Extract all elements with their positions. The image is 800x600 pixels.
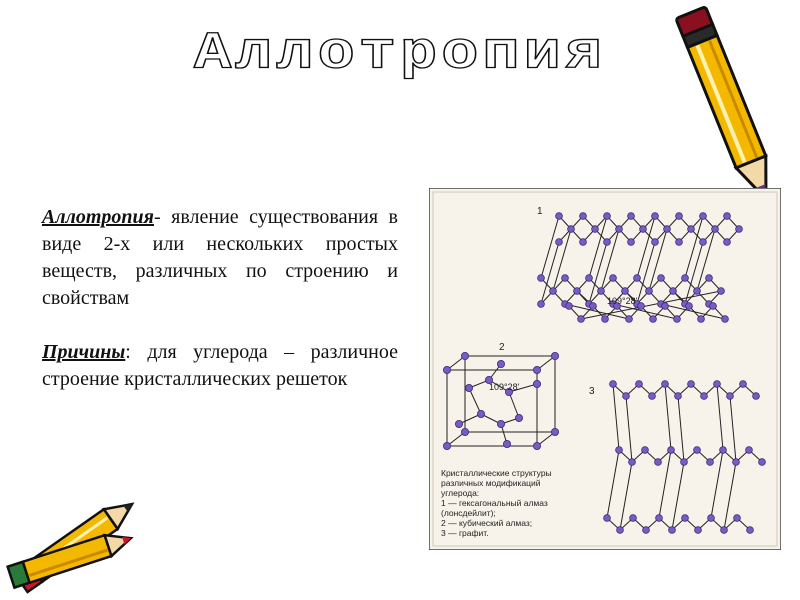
atom	[740, 381, 747, 388]
atom	[586, 275, 593, 282]
atom	[753, 393, 760, 400]
caption-line: углерода:	[441, 488, 480, 498]
atom	[718, 288, 725, 295]
atom	[662, 381, 669, 388]
atom	[664, 226, 671, 233]
reasons-paragraph	[42, 339, 398, 393]
atom	[623, 393, 630, 400]
atom	[538, 301, 545, 308]
atom	[700, 213, 707, 220]
atom	[643, 527, 650, 534]
atom	[578, 316, 585, 323]
body-text	[42, 204, 398, 420]
atom	[681, 459, 688, 466]
atom	[675, 393, 682, 400]
atom	[562, 275, 569, 282]
atom	[556, 213, 563, 220]
atom	[686, 303, 693, 310]
atom	[658, 275, 665, 282]
atom	[759, 459, 766, 466]
atom	[604, 213, 611, 220]
atom	[714, 381, 721, 388]
atom	[538, 275, 545, 282]
structure-2-label: 2	[499, 342, 505, 353]
definition-paragraph	[42, 204, 398, 312]
atom	[722, 316, 729, 323]
caption-line: Кристаллические структуры	[441, 468, 552, 478]
atom	[670, 288, 677, 295]
atom	[708, 515, 715, 522]
atom	[592, 226, 599, 233]
atom	[610, 381, 617, 388]
atom	[556, 239, 563, 246]
structure-1-label: 1	[537, 206, 543, 217]
atom	[636, 381, 643, 388]
atom	[724, 239, 731, 246]
atom	[682, 275, 689, 282]
atom	[646, 288, 653, 295]
atom	[626, 316, 633, 323]
atom	[655, 459, 662, 466]
atom	[706, 275, 713, 282]
atom	[574, 288, 581, 295]
atom	[682, 515, 689, 522]
atom	[707, 459, 714, 466]
atom	[712, 226, 719, 233]
atom	[727, 393, 734, 400]
atom	[668, 447, 675, 454]
atom	[733, 459, 740, 466]
atom	[724, 213, 731, 220]
caption-line: (лонсдейлит);	[441, 508, 496, 518]
atom	[694, 288, 701, 295]
crystal-structures-figure	[429, 188, 781, 550]
atom	[721, 527, 728, 534]
caption-line: 3 — графит.	[441, 528, 489, 538]
atom	[598, 288, 605, 295]
atom	[642, 447, 649, 454]
atom	[622, 288, 629, 295]
atom	[736, 226, 743, 233]
atom	[734, 515, 741, 522]
reasons-text: : для углерода – различное строение кристаллических решеток	[42, 341, 398, 390]
atom	[640, 226, 647, 233]
atom	[604, 239, 611, 246]
atom	[617, 527, 624, 534]
atom	[746, 447, 753, 454]
structure-2-angle: 109°28'	[489, 382, 520, 392]
atom	[580, 239, 587, 246]
atom	[628, 213, 635, 220]
atom	[652, 213, 659, 220]
pencil-icon	[660, 0, 800, 220]
atom	[662, 303, 669, 310]
atom	[616, 226, 623, 233]
atom	[638, 303, 645, 310]
atom	[701, 393, 708, 400]
atom	[652, 239, 659, 246]
atom	[747, 527, 754, 534]
reasons-term: Причины	[42, 341, 126, 363]
atom	[604, 515, 611, 522]
definition-separator: -	[153, 206, 161, 228]
atom	[602, 316, 609, 323]
atom	[674, 316, 681, 323]
atom	[698, 316, 705, 323]
atom	[700, 239, 707, 246]
atom	[688, 381, 695, 388]
caption-line: различных модификаций	[441, 478, 541, 488]
atom	[720, 447, 727, 454]
atom	[630, 515, 637, 522]
atom	[568, 226, 575, 233]
atom	[695, 527, 702, 534]
atom	[676, 239, 683, 246]
caption-line: 1 — гексагональный алмаз	[441, 498, 548, 508]
atom	[629, 459, 636, 466]
atom	[590, 303, 597, 310]
atom	[710, 303, 717, 310]
pencils-icon	[0, 480, 150, 600]
caption-line: 2 — кубический алмаз;	[441, 518, 533, 528]
atom	[566, 303, 573, 310]
atom	[676, 213, 683, 220]
definition-text: явление существования в виде 2-х или нескольких простых веществ, различных по строению и свойствам	[42, 206, 398, 309]
atom	[610, 275, 617, 282]
structure-1-angle: 109°28'	[607, 296, 638, 306]
structure-3-label: 3	[589, 386, 595, 397]
atom	[616, 447, 623, 454]
atom	[694, 447, 701, 454]
atom	[688, 226, 695, 233]
atom	[550, 288, 557, 295]
atom	[649, 393, 656, 400]
atom	[656, 515, 663, 522]
atom	[580, 213, 587, 220]
atom	[669, 527, 676, 534]
atom	[634, 275, 641, 282]
atom	[628, 239, 635, 246]
atom	[650, 316, 657, 323]
slide-title: Аллотропия	[193, 23, 607, 84]
definition-term: Аллотропия	[42, 206, 154, 228]
